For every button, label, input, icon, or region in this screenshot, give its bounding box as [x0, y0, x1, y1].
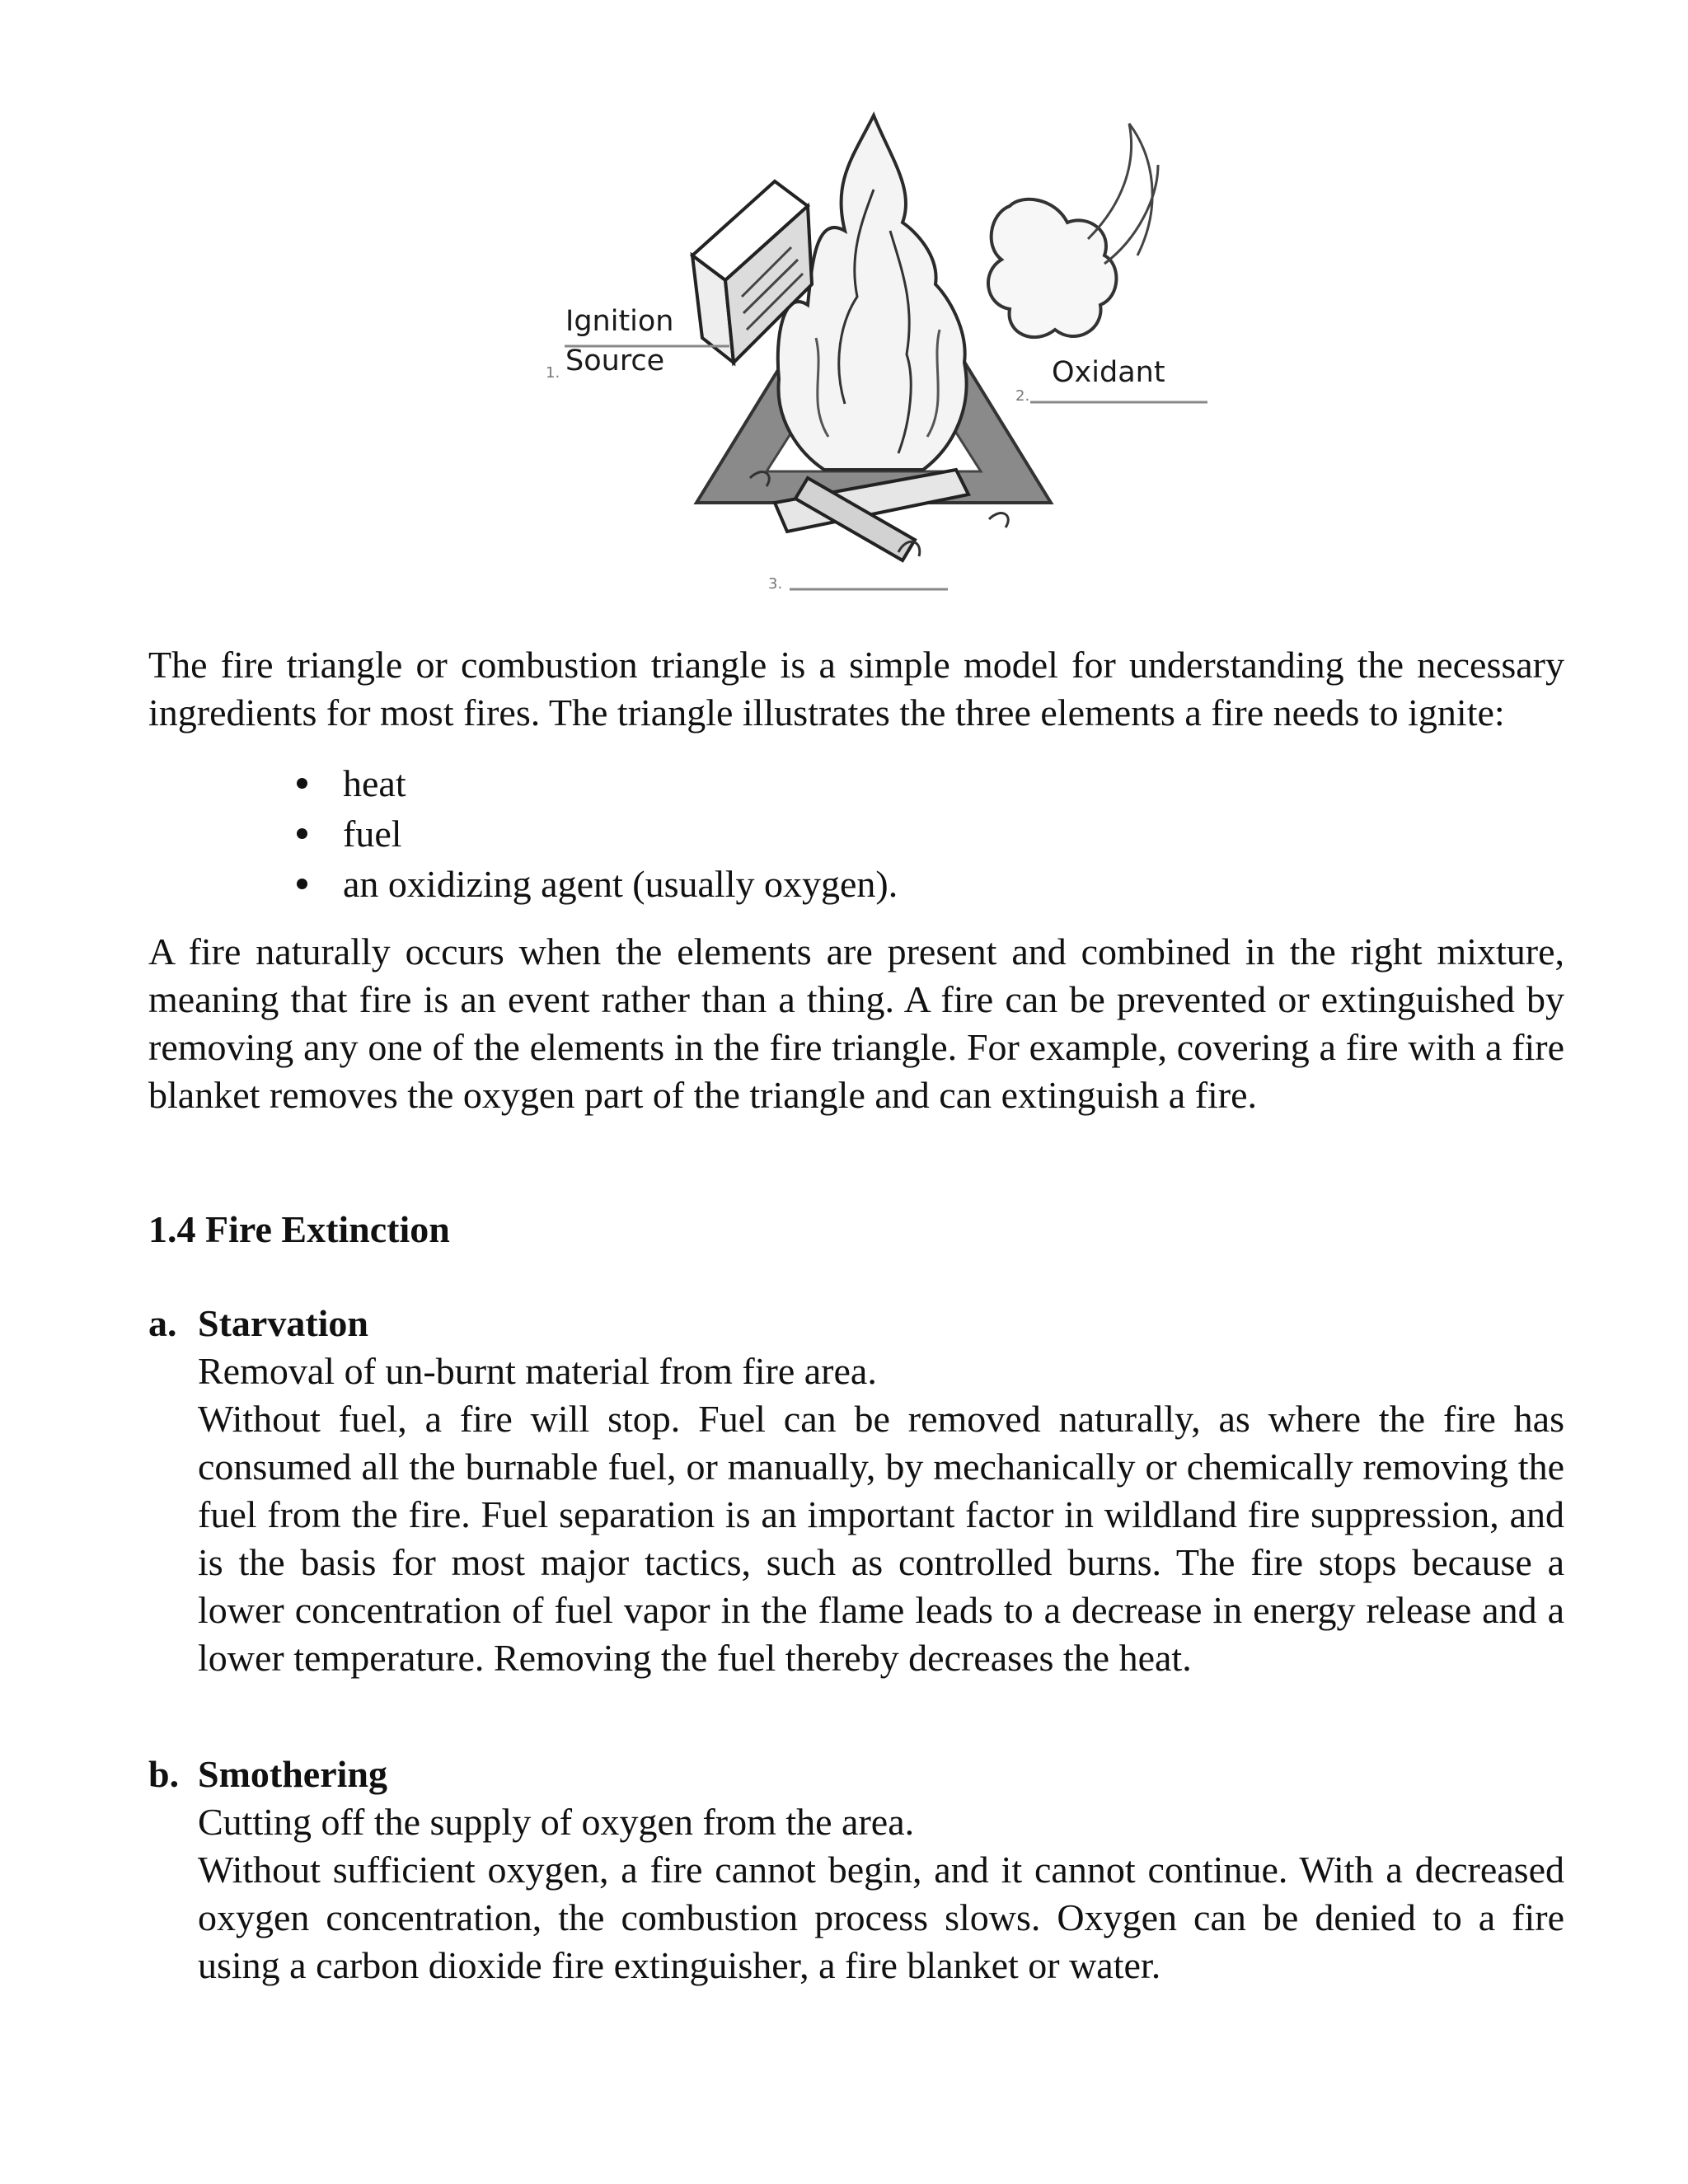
intro-paragraph: The fire triangle or combustion triangle is a simple model for understanding the necessary ingredients for most fires. The triangle illustrates the three elements a fire needs to ignite:: [148, 644, 1564, 733]
num-1: 1.: [546, 364, 560, 382]
section-b-marker: b.: [148, 1753, 180, 1795]
section-b-subtitle: Cutting off the supply of oxygen from the area.: [198, 1801, 915, 1843]
section-a-title: [148, 1300, 368, 1347]
num-3: 3.: [768, 575, 783, 593]
num-2: 2.: [1015, 387, 1030, 405]
list-item: [297, 859, 898, 909]
list-item-text: fuel: [343, 813, 402, 855]
section-a-title-text: Starvation: [198, 1302, 368, 1344]
list-item: [297, 808, 898, 859]
section-a-subtitle: Removal of un-burnt material from fire area.: [198, 1350, 877, 1392]
list-item-text: an oxidizing agent (usually oxygen).: [343, 863, 898, 905]
fire-triangle-figure: [528, 91, 1220, 618]
ingredients-list: [297, 758, 898, 909]
bullet-icon: [297, 828, 307, 839]
explanation-paragraph: A fire naturally occurs when the elements are present and combined in the right mixture, meaning that fire is an event rather than a thing. A fire can be prevented or extinguished by removing any one of the elements in the fire triangle. For example, covering a fire with a fire blanket removes the oxygen part of the triangle and can extinguish a fire.: [148, 930, 1564, 1116]
section-b-text: Without sufficient oxygen, a fire cannot begin, and it cannot continue. With a decreased oxygen concentration, the combustion process slows. Oxygen can be denied to a fire using a carbon dioxide fire extinguisher, a fire blanket or water.: [198, 1849, 1564, 1986]
bullet-icon: [297, 778, 307, 789]
label-ignition-source: Ignition Source: [565, 305, 674, 377]
bullet-icon: [297, 879, 307, 889]
section-a-marker: a.: [148, 1302, 177, 1344]
flame-shape: [778, 115, 967, 470]
section-heading: 1.4 Fire Extinction: [148, 1208, 450, 1250]
label-oxidant: Oxidant: [1052, 356, 1165, 389]
section-a-text: Without fuel, a fire will stop. Fuel can be removed naturally, as where the fire has consumed all the burnable fuel, or manually, by mechanically or chemically removing the fuel from the fire. Fuel separation is an important factor in wildland fire suppression, and is the basis for most major tactics, such as controlled burns. The fire stops because a lower concentration of fuel vapor in the flame leads to a decrease in energy release and a lower temperature. Removing the fuel thereby decreases the heat.: [198, 1398, 1564, 1679]
section-b-title-text: Smothering: [198, 1753, 387, 1795]
oxygen-cloud: [988, 199, 1116, 337]
list-item-text: heat: [343, 762, 406, 804]
section-b-title: [148, 1750, 387, 1798]
list-item: [297, 758, 898, 808]
